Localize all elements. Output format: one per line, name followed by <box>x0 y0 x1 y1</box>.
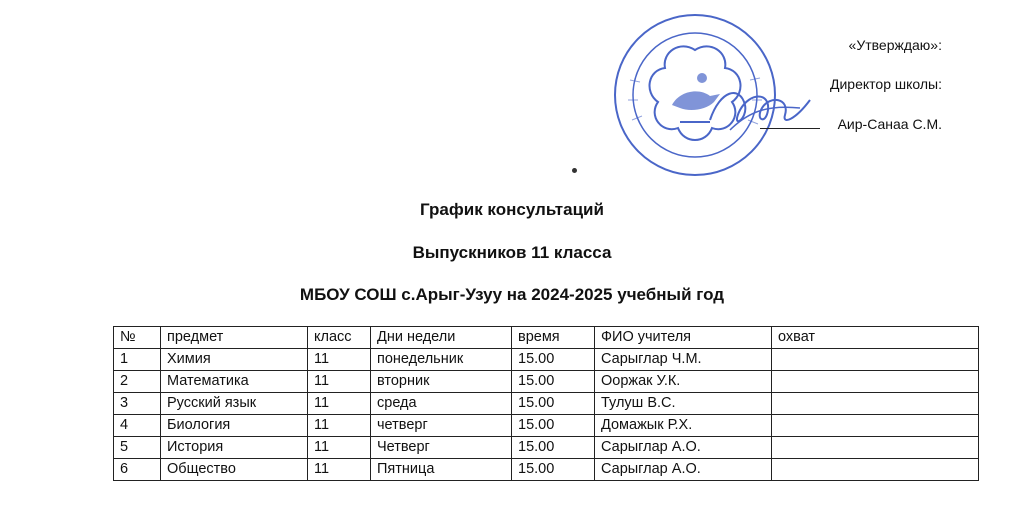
approval-position: Директор школы: <box>830 76 942 92</box>
cell-coverage <box>772 393 979 415</box>
cell-class: 11 <box>308 415 371 437</box>
cell-teacher: Тулуш В.С. <box>595 393 772 415</box>
cell-class: 11 <box>308 437 371 459</box>
director-signature-icon <box>700 80 820 140</box>
cell-teacher: Сарыглар А.О. <box>595 437 772 459</box>
header-class: класс <box>308 327 371 349</box>
cell-class: 11 <box>308 393 371 415</box>
cell-coverage <box>772 437 979 459</box>
cell-weekday: понедельник <box>371 349 512 371</box>
cell-teacher: Ооржак У.К. <box>595 371 772 393</box>
cell-time: 15.00 <box>512 415 595 437</box>
cell-subject: Русский язык <box>161 393 308 415</box>
cell-subject: Биология <box>161 415 308 437</box>
table-row <box>114 415 979 437</box>
cell-class: 11 <box>308 371 371 393</box>
cell-weekday: четверг <box>371 415 512 437</box>
cell-number: 4 <box>114 415 161 437</box>
consultation-schedule-table <box>113 326 979 481</box>
table-row <box>114 349 979 371</box>
document-school-year: МБОУ СОШ с.Арыг-Узуу на 2024-2025 учебный год <box>299 285 725 304</box>
approval-heading: «Утверждаю»: <box>848 37 942 53</box>
header-subject: предмет <box>161 327 308 349</box>
cell-number: 6 <box>114 459 161 481</box>
cell-time: 15.00 <box>512 371 595 393</box>
table-row <box>114 393 979 415</box>
header-coverage: охват <box>772 327 979 349</box>
approval-name: Аир-Санаа С.М. <box>837 116 942 132</box>
cell-weekday: вторник <box>371 371 512 393</box>
table-row <box>114 437 979 459</box>
table-row <box>114 459 979 481</box>
cell-coverage <box>772 459 979 481</box>
cell-coverage <box>772 371 979 393</box>
cell-number: 5 <box>114 437 161 459</box>
cell-time: 15.00 <box>512 349 595 371</box>
header-teacher: ФИО учителя <box>595 327 772 349</box>
cell-number: 3 <box>114 393 161 415</box>
cell-subject: История <box>161 437 308 459</box>
cell-coverage <box>772 415 979 437</box>
cell-number: 1 <box>114 349 161 371</box>
cell-time: 15.00 <box>512 393 595 415</box>
signature-line <box>760 128 820 129</box>
cell-coverage <box>772 349 979 371</box>
cell-subject: Химия <box>161 349 308 371</box>
cell-number: 2 <box>114 371 161 393</box>
table-row <box>114 371 979 393</box>
cell-teacher: Сарыглар А.О. <box>595 459 772 481</box>
header-weekday: Дни недели <box>371 327 512 349</box>
cell-teacher: Сарыглар Ч.М. <box>595 349 772 371</box>
cell-subject: Математика <box>161 371 308 393</box>
document-title: График консультаций <box>420 200 604 219</box>
cell-time: 15.00 <box>512 437 595 459</box>
header-time: время <box>512 327 595 349</box>
cell-weekday: Четверг <box>371 437 512 459</box>
table-header-row <box>114 327 979 349</box>
cell-subject: Общество <box>161 459 308 481</box>
cell-teacher: Домажык Р.Х. <box>595 415 772 437</box>
document-subtitle: Выпускников 11 класса <box>412 243 612 262</box>
cell-weekday: Пятница <box>371 459 512 481</box>
cell-class: 11 <box>308 459 371 481</box>
cell-time: 15.00 <box>512 459 595 481</box>
cell-class: 11 <box>308 349 371 371</box>
speck <box>572 168 577 173</box>
header-number: № <box>114 327 161 349</box>
cell-weekday: среда <box>371 393 512 415</box>
